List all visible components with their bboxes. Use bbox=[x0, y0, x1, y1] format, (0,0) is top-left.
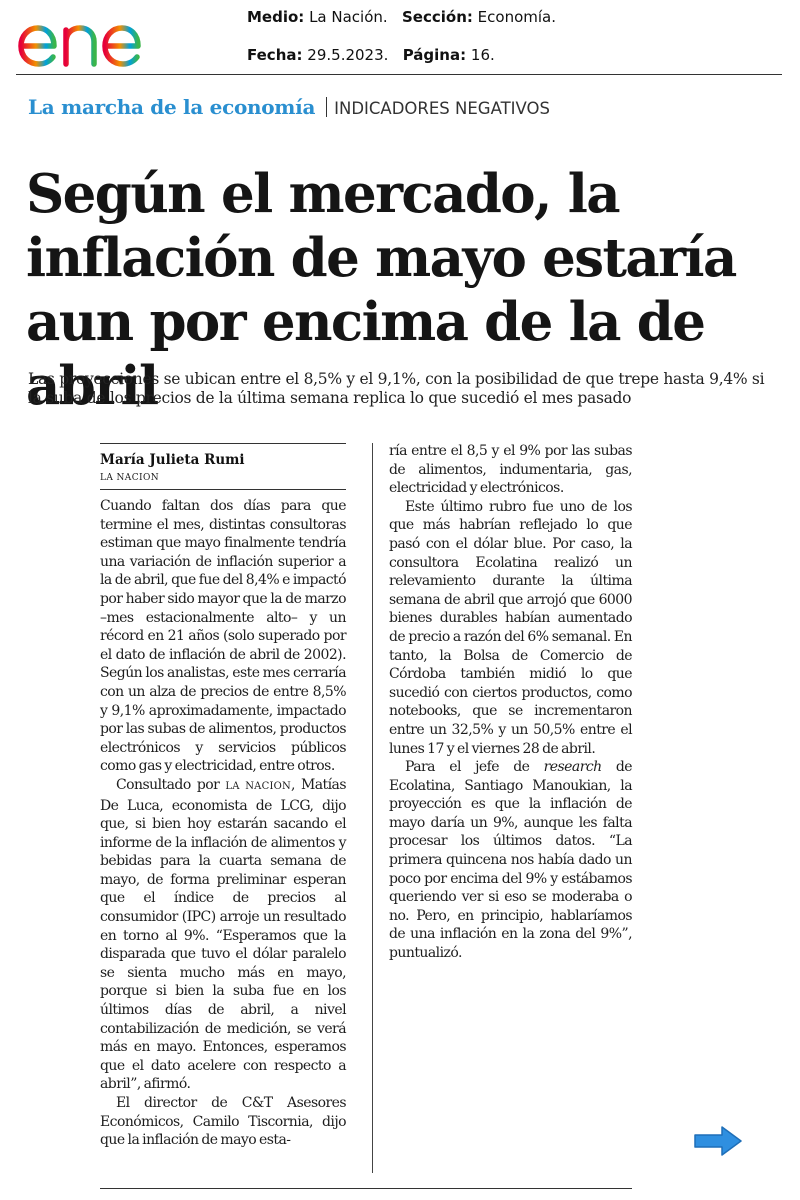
article-column-2 bbox=[389, 442, 632, 963]
col1-p2-lead: Consultado por bbox=[116, 776, 226, 793]
article-column-1 bbox=[100, 497, 346, 1150]
col2-p2-rest: de Ecolatina, Santiago Manoukian, la proyección es que la inflación de mayo daría un 9%, aunque les falta procesar los últimos datos. “La primera quincena nos había dado un poco por encima del 9% y estábamos queriendo ver si eso se moderaba o no. Pero, en principio, hablaríamos de una inflación en la zona del 9%”, puntualizó. bbox=[389, 759, 632, 962]
col2-p2-italic: research bbox=[543, 759, 602, 776]
section-line bbox=[28, 95, 550, 119]
col1-paragraph-1: Cuando faltan dos días para que termine el mes, distintas consultoras estiman que mayo finalmente tendría una variación de inflación superior a la de abril, que fue del 8,4% e impactó por haber sido mayor que la de marzo –mes estacionalmente alto– y un récord en 21 años (solo superado por el dato de inflación de abril de 2002). Según los analistas, este mes cerraría con un alza de precios de entre 8,5% y 9,1% aproximadamente, impactado por las subas de alimentos, productos electrónicos y servicios públicos como gas y electricidad, entre otros. bbox=[100, 498, 346, 775]
header-divider bbox=[16, 74, 782, 75]
col1-paragraph-2 bbox=[100, 776, 346, 1094]
section-separator bbox=[326, 97, 327, 117]
column-divider bbox=[372, 443, 373, 1173]
byline-author: María Julieta Rumi bbox=[100, 452, 245, 468]
byline-bottom-rule bbox=[100, 489, 346, 490]
enel-logo bbox=[14, 8, 184, 70]
medio-value: La Nación. bbox=[309, 8, 388, 26]
col1-p2-outlet: LA NACION bbox=[225, 780, 291, 792]
byline-outlet: LA NACION bbox=[100, 473, 160, 483]
article-headline: Según el mercado, la inflación de mayo estaría aun por encima de la de abril bbox=[26, 163, 736, 417]
section-name: La marcha de la economía bbox=[28, 95, 316, 119]
right-arrow-icon[interactable] bbox=[692, 1124, 744, 1158]
medio-label: Medio: bbox=[247, 8, 305, 26]
meta-line-fecha bbox=[247, 46, 495, 64]
fecha-label: Fecha: bbox=[247, 46, 303, 64]
pagina-label: Página: bbox=[402, 46, 467, 64]
fecha-value: 29.5.2023. bbox=[307, 46, 389, 64]
seccion-value: Economía. bbox=[477, 8, 556, 26]
col2-p2-lead: Para el jefe de bbox=[405, 759, 544, 776]
col1-p2-rest: , Matías De Luca, economista de LCG, dijo que, si bien hoy estarán sacando el informe de la inflación de alimentos y bebidas para la cuarta semana de mayo, de forma preliminar esperan que el índice de precios al consumidor (IPC) arroje un resultado en torno al 9%. “Esperamos que la disparada que tuvo el dólar paralelo se sienta mucho más en mayo, porque si bien la suba fue en los últimos días de abril, a nivel contabilización de medición, se verá más en mayo. Entonces, esperamos que el dato acelere con respecto a abril”, afirmó. bbox=[100, 776, 346, 1093]
section-tag: INDICADORES NEGATIVOS bbox=[334, 99, 550, 118]
article-subhead: Las proyecciones se ubican entre el 8,5% y el 9,1%, con la posibilidad de que trepe hasta 9,4% si la suba de los precios de la última semana replica lo que sucedió el mes pasado bbox=[28, 370, 765, 407]
footer-divider bbox=[100, 1188, 632, 1189]
col2-paragraph-0: ría entre el 8,5 y el 9% por las subas de alimentos, indumentaria, gas, electricidad y electrónicos. bbox=[389, 443, 632, 497]
meta-line-medio bbox=[247, 8, 556, 26]
byline-top-rule bbox=[100, 443, 346, 444]
seccion-label: Sección: bbox=[402, 8, 473, 26]
pagina-value: 16. bbox=[470, 46, 495, 64]
col1-paragraph-3: El director de C&T Asesores Económicos, Camilo Tiscornia, dijo que la inflación de mayo esta- bbox=[100, 1095, 346, 1149]
col2-paragraph-1: Este último rubro fue uno de los que más habrían reflejado lo que pasó con el dólar blue. Por caso, la consultora Ecolatina realizó un relevamiento durante la última semana de abril que arrojó que 6000 bienes durables habían aumentado de precio a razón del 6% semanal. En tanto, la Bolsa de Comercio de Córdoba también midió lo que sucedió con ciertos productos, como notebooks, que se incrementaron entre un 32,5% y un 50,5% entre el lunes 17 y el viernes 28 de abril. bbox=[389, 498, 632, 757]
col2-paragraph-2 bbox=[389, 758, 632, 963]
